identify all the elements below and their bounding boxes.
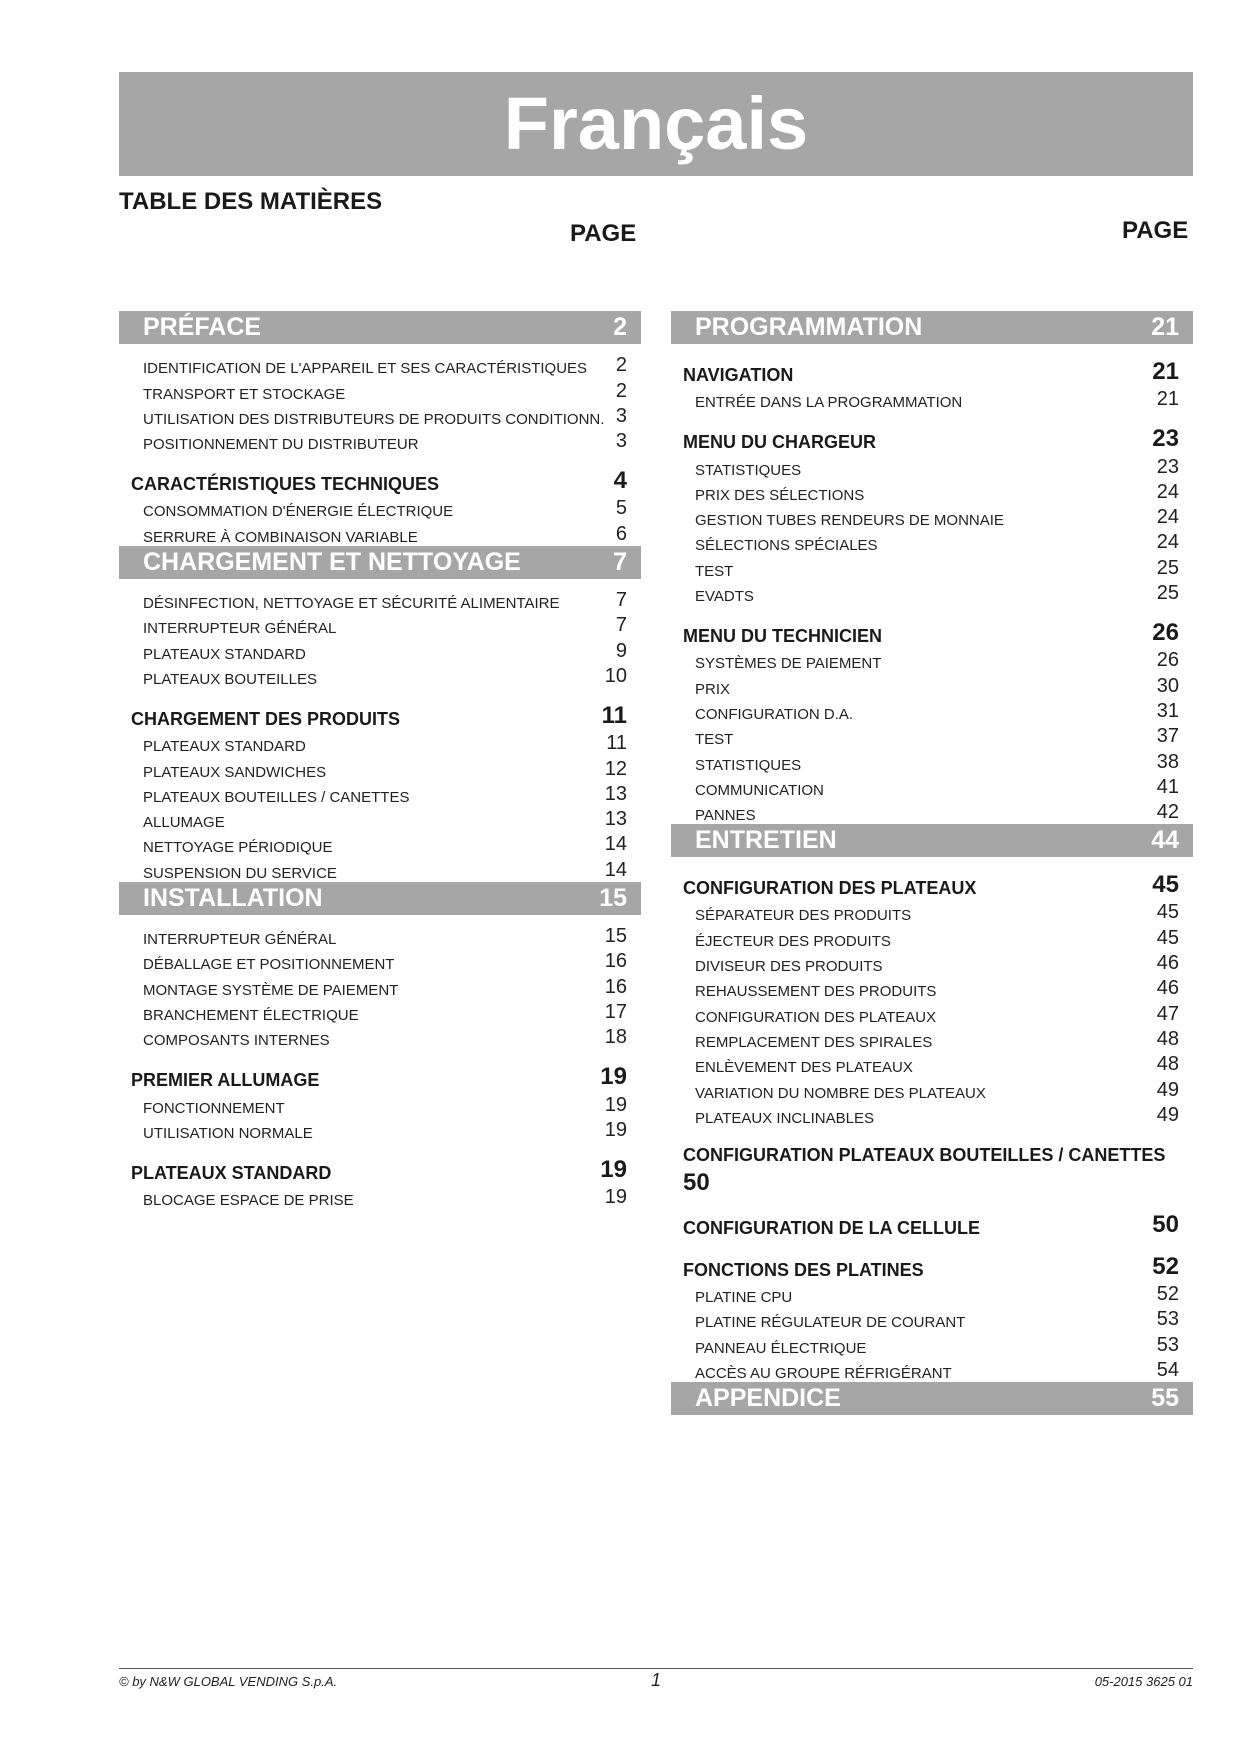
toc-item-row [671, 1076, 1193, 1101]
toc-item-row [671, 975, 1193, 1000]
toc-item-row [119, 1117, 641, 1142]
toc-entry-label: PROGRAMMATION [695, 313, 923, 341]
toc-item-row [119, 587, 641, 612]
toc-entry-page: 41 [1156, 775, 1179, 798]
toc-entry-page: 23 [1152, 425, 1179, 453]
toc-entry-page: 30 [1156, 674, 1179, 697]
toc-entry-label: CONSOMMATION D'ÉNERGIE ÉLECTRIQUE [143, 503, 454, 521]
toc-entry-label: CONFIGURATION DES PLATEAUX [683, 878, 977, 899]
toc-item-row [671, 1281, 1193, 1306]
toc-left-column [119, 311, 641, 1209]
toc-entry-page: 13 [604, 782, 627, 805]
toc-entry-page: 13 [604, 808, 627, 831]
toc-entry-page: 42 [1156, 801, 1179, 824]
toc-entry-page: 6 [615, 522, 627, 545]
toc-item-row [119, 1091, 641, 1116]
toc-entry-page: 10 [604, 664, 627, 687]
footer-copyright: © by N&W GLOBAL VENDING S.p.A. [119, 1674, 338, 1689]
toc-item-row [119, 948, 641, 973]
toc-entry-label: ENTRETIEN [695, 826, 837, 855]
toc-entry-page: 44 [1151, 826, 1179, 855]
toc-item-row [119, 1024, 641, 1049]
toc-entry-label: CONFIGURATION DE LA CELLULE [683, 1217, 980, 1238]
toc-entry-label: PANNES [695, 807, 756, 825]
toc-item-row [671, 386, 1193, 411]
toc-sub-row [671, 871, 1193, 899]
toc-entry-label: APPENDICE [695, 1384, 841, 1413]
toc-entry-label: CONFIGURATION DES PLATEAUX [695, 1008, 937, 1026]
toc-entry-label: CHARGEMENT DES PRODUITS [131, 708, 401, 729]
toc-item-row [671, 748, 1193, 773]
toc-title: TABLE DES MATIÈRES [119, 188, 383, 215]
toc-item-row [671, 924, 1193, 949]
toc-entry-label: NETTOYAGE PÉRIODIQUE [143, 839, 333, 857]
toc-entry-label: PLATEAUX INCLINABLES [695, 1109, 874, 1127]
toc-entry-page: 19 [600, 1155, 627, 1183]
toc-entry-page: 53 [1156, 1333, 1179, 1356]
toc-entry-page: 24 [1156, 531, 1179, 554]
toc-entry-label: PLATEAUX BOUTEILLES [143, 670, 317, 688]
toc-entry-label: PLATEAUX STANDARD [143, 645, 306, 663]
toc-entry-page: 50 [1152, 1210, 1179, 1238]
toc-item-row [671, 529, 1193, 554]
toc-entry-page: 37 [1156, 725, 1179, 748]
toc-entry-label: ENLÈVEMENT DES PLATEAUX [695, 1059, 913, 1077]
toc-entry-page: 49 [1156, 1078, 1179, 1101]
toc-entry-label: SÉLECTIONS SPÉCIALES [695, 537, 878, 555]
toc-entry-page: 18 [604, 1026, 627, 1049]
toc-sub-row [671, 425, 1193, 453]
toc-entry-page: 21 [1152, 358, 1179, 385]
toc-sub-row [671, 619, 1193, 647]
toc-item-row [119, 520, 641, 545]
toc-entry-label: GESTION TUBES RENDEURS DE MONNAIE [695, 512, 1004, 530]
toc-section-row [119, 546, 641, 579]
toc-subwrap-row [671, 1141, 1193, 1197]
toc-item-row [671, 1331, 1193, 1356]
toc-entry-page: 19 [600, 1063, 627, 1091]
toc-entry-page: 52 [1152, 1252, 1179, 1280]
toc-item-row [119, 663, 641, 688]
toc-entry-page: 26 [1152, 619, 1179, 647]
toc-item-row [119, 755, 641, 780]
toc-entry-label: CHARGEMENT ET NETTOYAGE [143, 547, 521, 576]
toc-entry-page: 47 [1156, 1002, 1179, 1025]
toc-entry-page: 15 [604, 925, 627, 948]
toc-entry-label: PANNEAU ÉLECTRIQUE [695, 1339, 867, 1357]
toc-item-row [671, 799, 1193, 824]
toc-entry-page: 19 [604, 1186, 627, 1209]
toc-entry-label: SÉPARATEUR DES PRODUITS [695, 907, 912, 925]
toc-entry-page: 48 [1156, 1053, 1179, 1076]
toc-entry-label: SERRURE À COMBINAISON VARIABLE [143, 528, 418, 546]
toc-item-row [119, 428, 641, 453]
toc-entry-label: DIVISEUR DES PRODUITS [695, 958, 883, 976]
toc-entry-page: 19 [604, 1093, 627, 1116]
toc-item-row [671, 672, 1193, 697]
toc-entry-page: 12 [604, 757, 627, 780]
toc-entry-page: 45 [1156, 926, 1179, 949]
toc-entry-label: REMPLACEMENT DES SPIRALES [695, 1033, 933, 1051]
toc-item-row [671, 479, 1193, 504]
toc-entry-label: BRANCHEMENT ÉLECTRIQUE [143, 1006, 359, 1024]
toc-entry-label: CONFIGURATION D.A. [695, 705, 854, 723]
toc-entry-page: 3 [615, 404, 627, 427]
toc-item-row [119, 612, 641, 637]
footer-divider [119, 1668, 1193, 1669]
toc-sub-row [119, 467, 641, 495]
toc-item-row [671, 1051, 1193, 1076]
toc-sub-row [119, 702, 641, 730]
toc-entry-page: 24 [1156, 480, 1179, 503]
toc-entry-page: 38 [1156, 750, 1179, 773]
toc-entry-page: 54 [1156, 1359, 1179, 1382]
toc-entry-label: INSTALLATION [143, 883, 323, 912]
toc-entry-page: 2 [615, 379, 627, 402]
footer-doc-code: 05-2015 3625 01 [1094, 1674, 1193, 1689]
toc-entry-label: COMMUNICATION [695, 781, 824, 799]
toc-entry-page: 25 [1156, 556, 1179, 579]
toc-entry-label: TEST [695, 562, 734, 580]
language-banner: Français [119, 72, 1193, 176]
toc-entry-page: 11 [601, 701, 627, 729]
toc-section-row [671, 311, 1193, 344]
page-column-header-right: PAGE [1122, 217, 1189, 244]
toc-entry-label: STATISTIQUES [695, 756, 802, 774]
toc-entry-page: 17 [604, 1000, 627, 1023]
toc-entry-page: 23 [1156, 455, 1179, 478]
toc-sub-row [119, 1063, 641, 1091]
toc-entry-page: 16 [604, 975, 627, 998]
toc-entry-page: 26 [1156, 649, 1179, 672]
toc-entry-label: CARACTÉRISTIQUES TECHNIQUES [131, 474, 440, 495]
toc-entry-label: UTILISATION NORMALE [143, 1124, 313, 1142]
toc-entry-page: 46 [1156, 952, 1179, 975]
toc-entry-label: PRIX [695, 680, 731, 698]
toc-entry-page: 4 [613, 467, 627, 495]
toc-entry-page: 7 [615, 589, 627, 612]
toc-item-row [671, 504, 1193, 529]
toc-sub-row [119, 1156, 641, 1184]
toc-entry-label: DÉSINFECTION, NETTOYAGE ET SÉCURITÉ ALIMENTAIRE [143, 595, 560, 613]
toc-entry-label: VARIATION DU NOMBRE DES PLATEAUX [695, 1084, 986, 1102]
toc-entry-label: TRANSPORT ET STOCKAGE [143, 385, 346, 403]
toc-entry-page: 31 [1156, 699, 1179, 722]
toc-entry-page: 45 [1156, 901, 1179, 924]
toc-item-row [119, 806, 641, 831]
toc-entry-label: SYSTÈMES DE PAIEMENT [695, 655, 882, 673]
toc-item-row [119, 1184, 641, 1209]
toc-entry-page: 5 [615, 497, 627, 520]
toc-entry-label: PLATEAUX BOUTEILLES / CANETTES [143, 788, 410, 806]
toc-entry-page: 7 [615, 614, 627, 637]
toc-entry-page: 21 [1151, 313, 1179, 341]
toc-entry-label: MONTAGE SYSTÈME DE PAIEMENT [143, 981, 399, 999]
toc-entry-label: IDENTIFICATION DE L'APPAREIL ET SES CARACTÉRISTIQUES [143, 360, 588, 378]
toc-item-row [119, 637, 641, 662]
toc-entry-label: CONFIGURATION PLATEAUX BOUTEILLES / CANETTES [683, 1144, 1166, 1165]
toc-item-row [119, 923, 641, 948]
toc-item-row [671, 698, 1193, 723]
toc-section-row [671, 824, 1193, 857]
toc-entry-label: MENU DU CHARGEUR [683, 432, 876, 453]
toc-entry-label: UTILISATION DES DISTRIBUTEURS DE PRODUITS CONDITIONN. [143, 410, 605, 428]
footer-page-number: 1 [651, 1670, 662, 1690]
toc-entry-label: PLATINE CPU [695, 1289, 793, 1307]
toc-item-row [119, 973, 641, 998]
toc-item-row [671, 580, 1193, 605]
toc-entry-label: PLATINE RÉGULATEUR DE COURANT [695, 1314, 966, 1332]
toc-entry-label: DÉBALLAGE ET POSITIONNEMENT [143, 956, 395, 974]
toc-entry-label: FONCTIONNEMENT [143, 1099, 285, 1117]
toc-entry-label: ALLUMAGE [143, 814, 225, 832]
toc-entry-label: ACCÈS AU GROUPE RÉFRIGÉRANT [695, 1365, 952, 1383]
toc-entry-page: 3 [615, 430, 627, 453]
toc-entry-label: MENU DU TECHNICIEN [683, 626, 883, 647]
toc-entry-page: 25 [1156, 582, 1179, 605]
toc-right-column [671, 311, 1193, 1423]
toc-entry-page: 7 [613, 547, 627, 576]
toc-entry-page: 14 [604, 833, 627, 856]
toc-item-row [119, 495, 641, 520]
toc-entry-label: NAVIGATION [683, 365, 794, 385]
toc-entry-page: 48 [1156, 1027, 1179, 1050]
toc-entry-page: 24 [1156, 506, 1179, 529]
toc-item-row [119, 856, 641, 881]
toc-item-row [119, 831, 641, 856]
toc-item-row [671, 554, 1193, 579]
toc-item-row [119, 352, 641, 377]
toc-item-row [119, 781, 641, 806]
toc-entry-label: FONCTIONS DES PLATINES [683, 1259, 924, 1280]
toc-section-row [119, 882, 641, 915]
toc-entry-page: 15 [599, 883, 627, 912]
toc-section-row [671, 1382, 1193, 1415]
toc-entry-label: SUSPENSION DU SERVICE [143, 864, 337, 882]
toc-item-row [119, 377, 641, 402]
toc-item-row [671, 723, 1193, 748]
toc-entry-label: POSITIONNEMENT DU DISTRIBUTEUR [143, 436, 419, 454]
toc-item-row [119, 403, 641, 428]
toc-entry-label: COMPOSANTS INTERNES [143, 1032, 330, 1050]
toc-item-row [671, 1000, 1193, 1025]
toc-entry-page: 14 [604, 858, 627, 881]
toc-entry-label: PLATEAUX STANDARD [143, 738, 306, 756]
toc-entry-label: EVADTS [695, 588, 754, 606]
toc-item-row [671, 950, 1193, 975]
toc-sub-row [671, 1211, 1193, 1239]
toc-entry-page: 52 [1156, 1283, 1179, 1306]
toc-item-row [671, 1026, 1193, 1051]
toc-item-row [119, 730, 641, 755]
toc-entry-page: 45 [1152, 871, 1179, 899]
toc-entry-page: 55 [1151, 1384, 1179, 1413]
toc-entry-label: PLATEAUX SANDWICHES [143, 763, 327, 781]
toc-entry-label: ENTRÉE DANS LA PROGRAMMATION [695, 394, 963, 412]
toc-item-row [671, 453, 1193, 478]
toc-entry-label: ÉJECTEUR DES PRODUITS [695, 932, 891, 950]
toc-entry-page: 49 [1156, 1103, 1179, 1126]
toc-entry-page: 53 [1156, 1308, 1179, 1331]
toc-entry-page: 19 [604, 1118, 627, 1141]
toc-item-row [671, 774, 1193, 799]
page-column-header-left: PAGE [570, 220, 637, 247]
toc-item-row [671, 1102, 1193, 1127]
toc-entry-label: INTERRUPTEUR GÉNÉRAL [143, 931, 337, 949]
toc-entry-label: PREMIER ALLUMAGE [131, 1070, 320, 1091]
toc-item-row [671, 647, 1193, 672]
toc-entry-page: 46 [1156, 977, 1179, 1000]
toc-entry-page: 21 [1156, 388, 1179, 411]
toc-entry-page: 2 [613, 313, 627, 341]
toc-entry-label: INTERRUPTEUR GÉNÉRAL [143, 620, 337, 638]
toc-entry-label: PRÉFACE [143, 313, 262, 341]
toc-section-row [119, 311, 641, 344]
toc-item-row [671, 1306, 1193, 1331]
toc-entry-label: STATISTIQUES [695, 461, 802, 479]
toc-entry-label: REHAUSSEMENT DES PRODUITS [695, 983, 937, 1001]
toc-entry-page: 2 [615, 354, 627, 377]
toc-entry-page: 50 [683, 1168, 710, 1196]
toc-sub-row [671, 358, 1193, 386]
toc-entry-label: BLOCAGE ESPACE DE PRISE [143, 1192, 354, 1210]
toc-entry-page: 11 [606, 732, 627, 755]
toc-entry-label: PLATEAUX STANDARD [131, 1162, 332, 1183]
toc-entry-page: 9 [615, 639, 627, 662]
toc-entry-page: 16 [604, 950, 627, 973]
toc-entry-label: PRIX DES SÉLECTIONS [695, 486, 865, 504]
toc-sub-row [671, 1253, 1193, 1281]
toc-entry-label: TEST [695, 731, 734, 749]
toc-item-row [119, 999, 641, 1024]
toc-item-row [671, 899, 1193, 924]
toc-item-row [671, 1357, 1193, 1382]
